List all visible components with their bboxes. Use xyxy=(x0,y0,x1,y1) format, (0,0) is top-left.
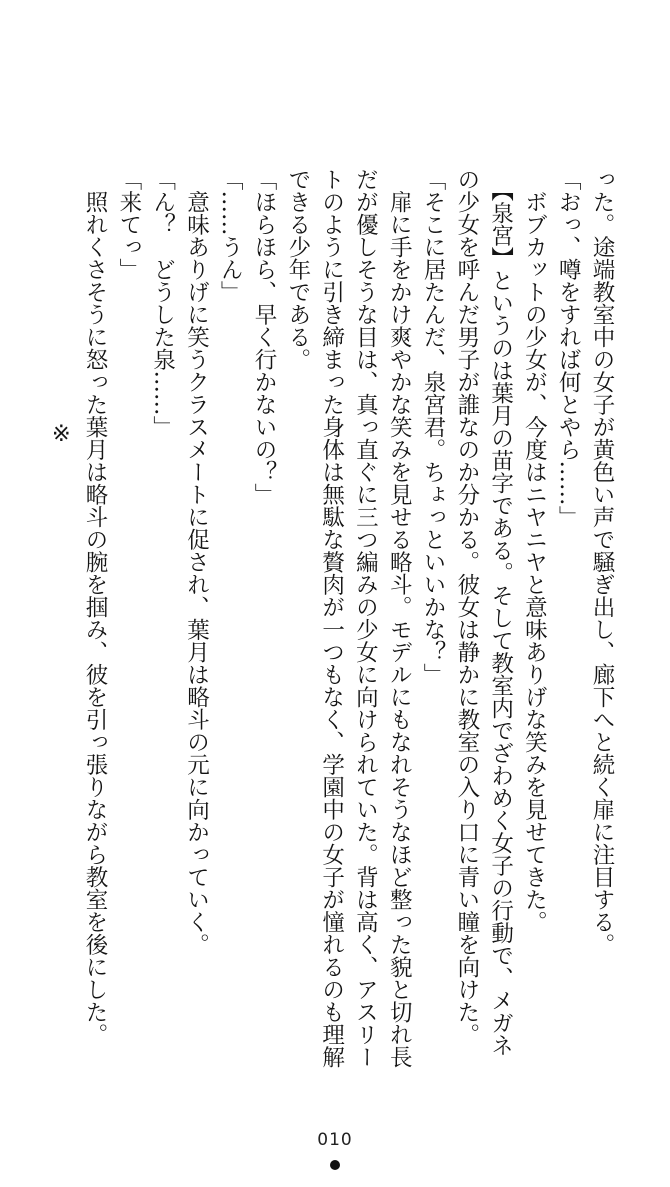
text-line: できる少年である。 xyxy=(284,168,311,371)
text-line: の少女を呼んだ男子が誰なのか分かる。彼女は静かに教室の入り口に青い瞳を向けた。 xyxy=(453,168,480,1046)
text-line: 「……うん」 xyxy=(217,168,244,303)
text-line: 意味ありげに笑うクラスメートに促され、葉月は略斗の元に向かっていく。 xyxy=(183,168,210,956)
text-line: だが優しそうな目は、真っ直ぐに三つ編みの少女に向けられていた。背は高く、アスリー xyxy=(352,168,379,1068)
page-number: 010 xyxy=(317,1130,353,1150)
page-dot-ornament xyxy=(330,1160,340,1170)
text-line: ボブカットの少女が、今度はニヤニヤと意味ありげな笑みを見せてきた。 xyxy=(521,168,548,933)
text-line: 照れくさそうに怒った葉月は略斗の腕を掴み、彼を引っ張りながら教室を後にした。 xyxy=(82,168,109,1046)
text-line: 【泉宮】というのは葉月の苗字である。そして教室内でざわめく女子の行動で、メガネ xyxy=(487,168,514,1057)
text-line: 扉に手をかけ爽やかな笑みを見せる略斗。モデルにもなれそうなほど整った貌と切れ長 xyxy=(386,168,413,1068)
vertical-text-block xyxy=(48,168,618,1068)
text-line: 「ん？ どうした泉……」 xyxy=(149,168,176,438)
text-line: った。途端教室中の女子が黄色い声で騒ぎ出し、廊下へと続く扉に注目する。 xyxy=(589,168,615,956)
text-line: 「来てっ」 xyxy=(115,168,142,281)
text-line: 「そこに居たんだ、泉宮君。ちょっといいかな？」 xyxy=(420,168,447,686)
text-line: トのように引き締まった身体は無駄な贅肉が一つもなく、学園中の女子が憧れるのも理解 xyxy=(318,168,345,1068)
text-line: 「おっ、噂をすれば何とやら……」 xyxy=(555,168,582,528)
scene-break-mark: ※ xyxy=(48,421,75,448)
text-line: 「ほらほら、早く行かないの？」 xyxy=(251,168,278,506)
